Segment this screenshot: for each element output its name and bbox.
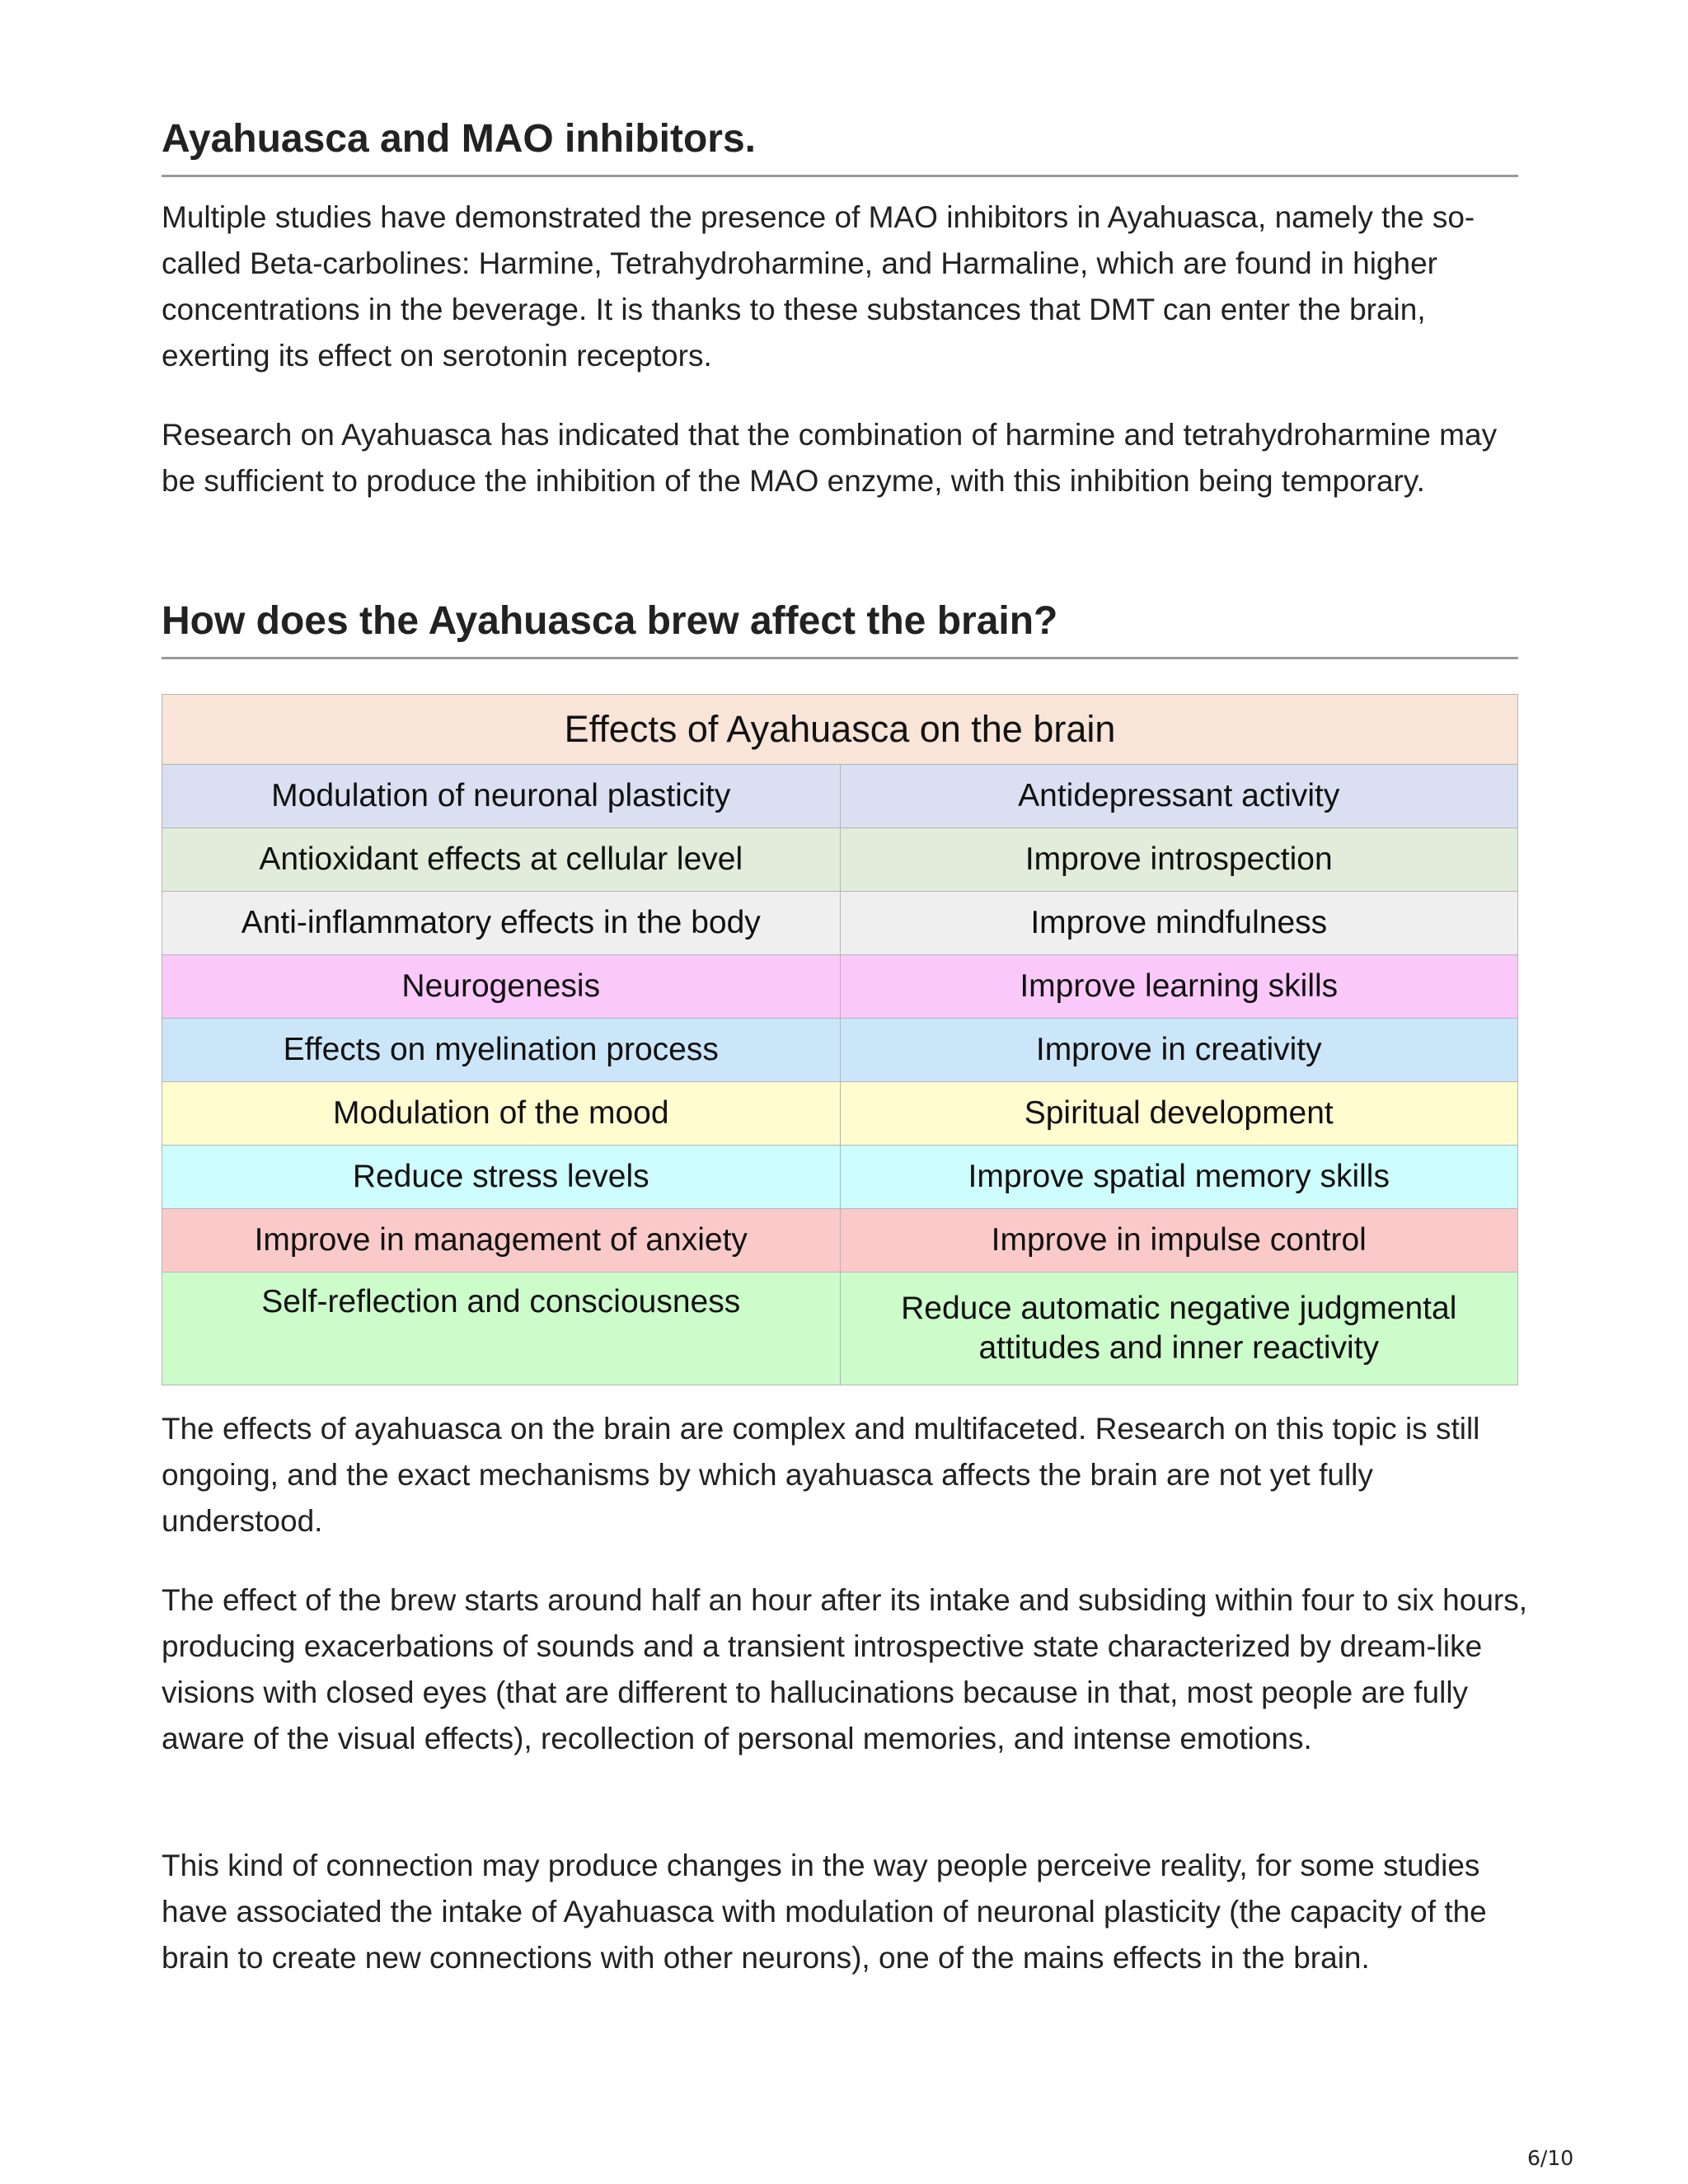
effects-table-header-row <box>162 695 1518 765</box>
table-row <box>162 1146 1518 1209</box>
table-cell-left: Anti-inflammatory effects in the body <box>162 892 841 955</box>
table-cell-left: Modulation of neuronal plasticity <box>162 765 841 828</box>
table-row <box>162 1272 1518 1385</box>
table-cell-left: Reduce stress levels <box>162 1146 841 1209</box>
table-cell-left: Improve in management of anxiety <box>162 1209 841 1272</box>
table-cell-right: Improve learning skills <box>840 955 1518 1019</box>
table-cell-right: Improve spatial memory skills <box>840 1146 1518 1209</box>
table-cell-right: Improve in creativity <box>840 1019 1518 1082</box>
paragraph-mao-research: Research on Ayahuasca has indicated that the combination of harmine and tetrahydroharmine may be sufficient to produce the inhibition of the MAO enzyme, with this inhibition being temporary. <box>162 418 1498 498</box>
table-row <box>162 765 1518 828</box>
paragraph-mao-studies: Multiple studies have demonstrated the presence of MAO inhibitors in Ayahuasca, namely the so-called Beta-carbolines: Harmine, Tetrahydroharmine, and Harmaline, which are found in higher concentrations in the beverage. It is thanks to these substances that DMT can enter the brain, exerting its effect on serotonin receptors. <box>162 200 1475 373</box>
effects-table <box>162 694 1518 1385</box>
table-cell-right: Improve in impulse control <box>840 1209 1518 1272</box>
paragraph-neuronal-plasticity: This kind of connection may produce changes in the way people perceive reality, for some studies have associated the intake of Ayahuasca with modulation of neuronal plasticity (the capacity of the brain to create new connections with other neurons), one of the mains effects in the brain. <box>162 1849 1487 1975</box>
table-row <box>162 955 1518 1019</box>
table-cell-right: Improve mindfulness <box>840 892 1518 955</box>
table-cell-left: Antioxidant effects at cellular level <box>162 828 841 892</box>
table-row <box>162 1209 1518 1272</box>
table-cell-right: Improve introspection <box>840 828 1518 892</box>
table-cell-right: Antidepressant activity <box>840 765 1518 828</box>
table-row <box>162 828 1518 892</box>
table-cell-left: Self-reflection and consciousness <box>162 1272 841 1385</box>
section-heading-mao-inhibitors: Ayahuasca and MAO inhibitors. <box>162 115 1518 177</box>
table-cell-right: Reduce automatic negative judgmental attitudes and inner reactivity <box>840 1272 1518 1385</box>
table-row <box>162 892 1518 955</box>
table-cell-right: Spiritual development <box>840 1082 1518 1146</box>
table-cell-left: Effects on myelination process <box>162 1019 841 1082</box>
section-heading-brain-effects: How does the Ayahuasca brew affect the brain? <box>162 598 1518 659</box>
paragraph-brew-timing: The effect of the brew starts around half an hour after its intake and subsiding within four to six hours, producing exacerbations of sounds and a transient introspective state characterized by dream-like visions with closed eyes (that are different to hallucinations because in that, most people are fully aware of the visual effects), recollection of personal memories, and intense emotions. <box>162 1583 1528 1755</box>
effects-table-body <box>162 765 1518 1385</box>
effects-table-title: Effects of Ayahuasca on the brain <box>162 695 1518 765</box>
paragraph-complex-effects: The effects of ayahuasca on the brain are complex and multifaceted. Research on this topic is still ongoing, and the exact mechanisms by which ayahuasca affects the brain are not yet fully understood. <box>162 1412 1480 1538</box>
table-row <box>162 1082 1518 1146</box>
page-number: 6/10 <box>1527 2146 1574 2170</box>
table-cell-left: Neurogenesis <box>162 955 841 1019</box>
table-cell-left: Modulation of the mood <box>162 1082 841 1146</box>
table-row <box>162 1019 1518 1082</box>
